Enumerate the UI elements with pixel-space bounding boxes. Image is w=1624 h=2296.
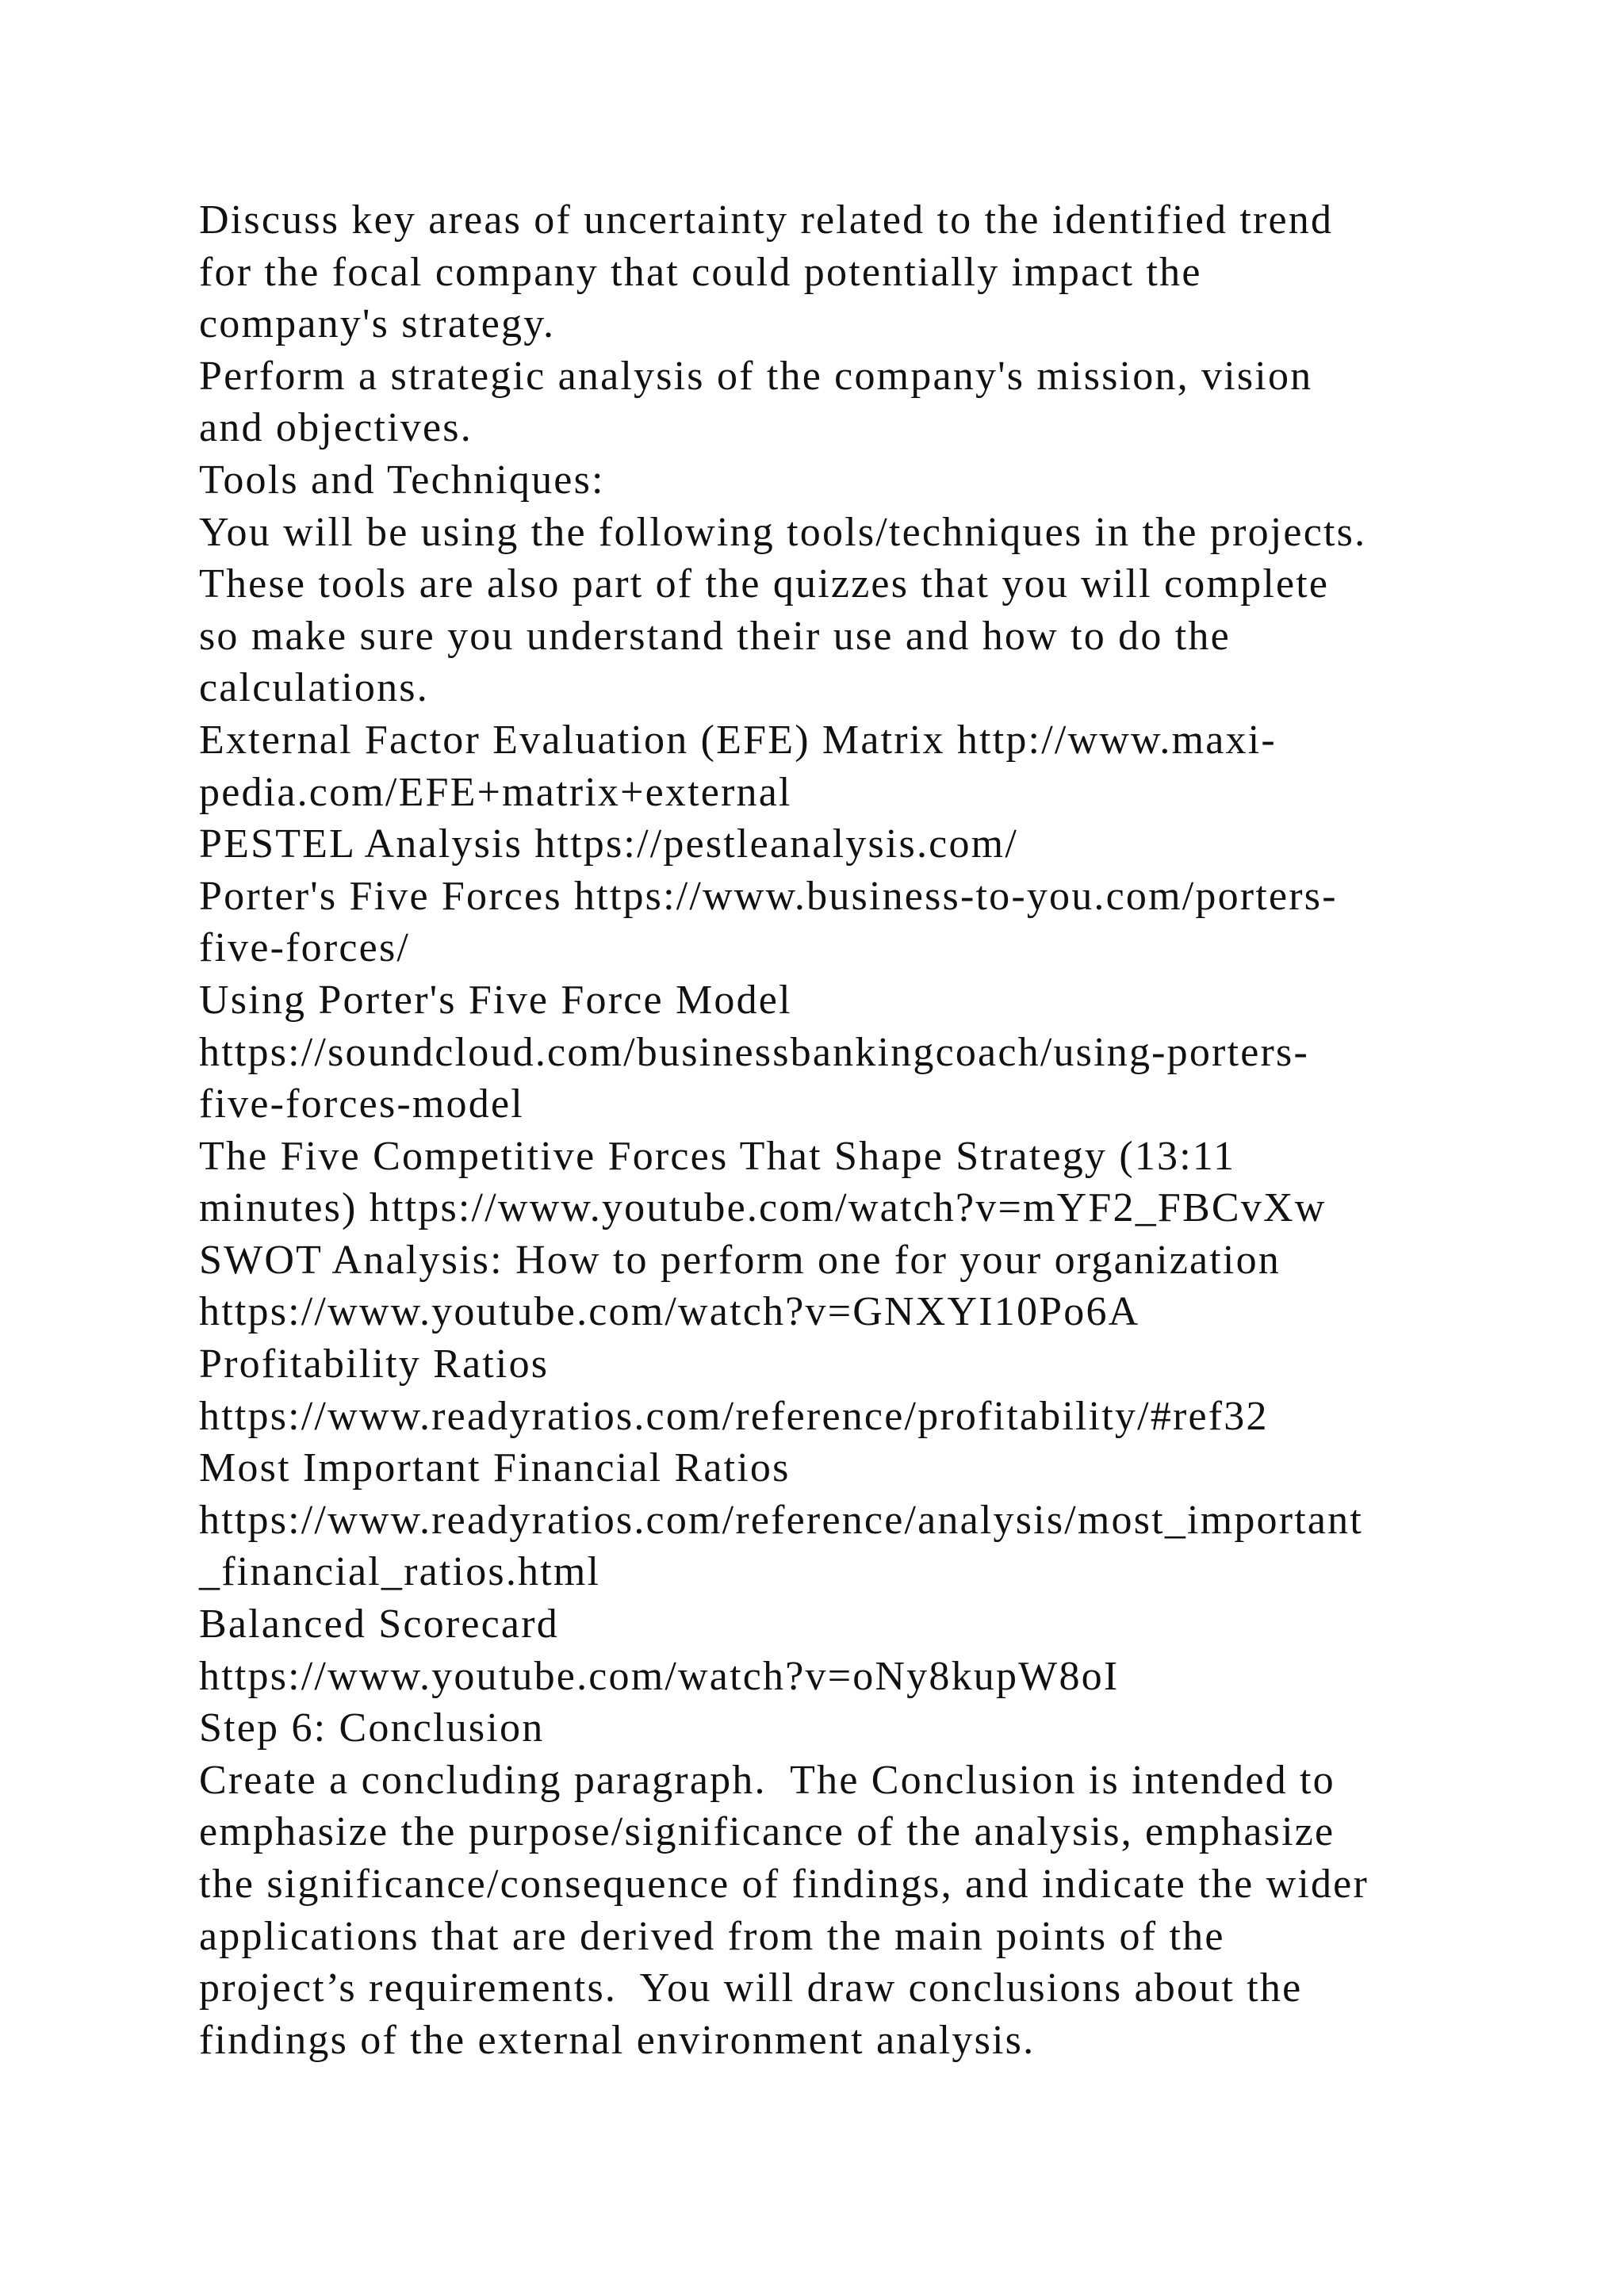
text-line: https://soundcloud.com/businessbankingcoach/using-porters- [199, 1029, 1309, 1075]
text-line: five-forces/ [199, 925, 411, 971]
text-line: https://www.readyratios.com/reference/profitability/#ref32 [199, 1393, 1269, 1439]
section-heading-tools: Tools and Techniques: [199, 457, 605, 503]
text-line: You will be using the following tools/techniques in the projects. [199, 509, 1367, 555]
document-body [199, 194, 1515, 2066]
text-line: minutes) https://www.youtube.com/watch?v=mYF2_FBCvXw [199, 1185, 1327, 1231]
text-line: and objectives. [199, 405, 473, 451]
text-line: PESTEL Analysis https://pestleanalysis.com/ [199, 821, 1018, 867]
text-line: These tools are also part of the quizzes that you will complete [199, 561, 1330, 607]
text-line: so make sure you understand their use and how to do the [199, 613, 1231, 659]
text-line: pedia.com/EFE+matrix+external [199, 769, 792, 815]
text-line: the significance/consequence of findings, and indicate the wider [199, 1862, 1369, 1907]
text-line: company's strategy. [199, 301, 556, 347]
text-line: five-forces-model [199, 1081, 524, 1127]
text-line: Profitability Ratios [199, 1341, 550, 1387]
text-line: External Factor Evaluation (EFE) Matrix http://www.maxi- [199, 717, 1277, 763]
text-line: https://www.youtube.com/watch?v=GNXYI10Po6A [199, 1289, 1140, 1335]
text-line: for the focal company that could potentially impact the [199, 249, 1202, 295]
text-line: https://www.readyratios.com/reference/analysis/most_important [199, 1497, 1364, 1543]
text-line: Perform a strategic analysis of the company's mission, vision [199, 353, 1313, 399]
text-line: Create a concluding paragraph. The Conclusion is intended to [199, 1757, 1335, 1803]
text-line: Most Important Financial Ratios [199, 1445, 791, 1491]
text-line: https://www.youtube.com/watch?v=oNy8kupW8oI [199, 1653, 1120, 1699]
text-line: Discuss key areas of uncertainty related to the identified trend [199, 197, 1334, 243]
text-line: The Five Competitive Forces That Shape Strategy (13:11 [199, 1133, 1236, 1179]
text-line: _financial_ratios.html [199, 1549, 601, 1595]
text-line: project’s requirements. You will draw conclusions about the [199, 1965, 1303, 2011]
text-line: calculations. [199, 665, 429, 711]
text-line: Porter's Five Forces https://www.business-to-you.com/porters- [199, 873, 1338, 919]
text-line: findings of the external environment analysis. [199, 2017, 1036, 2063]
text-line: Balanced Scorecard [199, 1601, 559, 1647]
text-line: applications that are derived from the main points of the [199, 1913, 1225, 1959]
text-line: emphasize the purpose/significance of the analysis, emphasize [199, 1809, 1335, 1855]
section-heading-step-6: Step 6: Conclusion [199, 1705, 545, 1751]
text-line: SWOT Analysis: How to perform one for your organization [199, 1237, 1281, 1283]
text-line: Using Porter's Five Force Model [199, 977, 792, 1023]
